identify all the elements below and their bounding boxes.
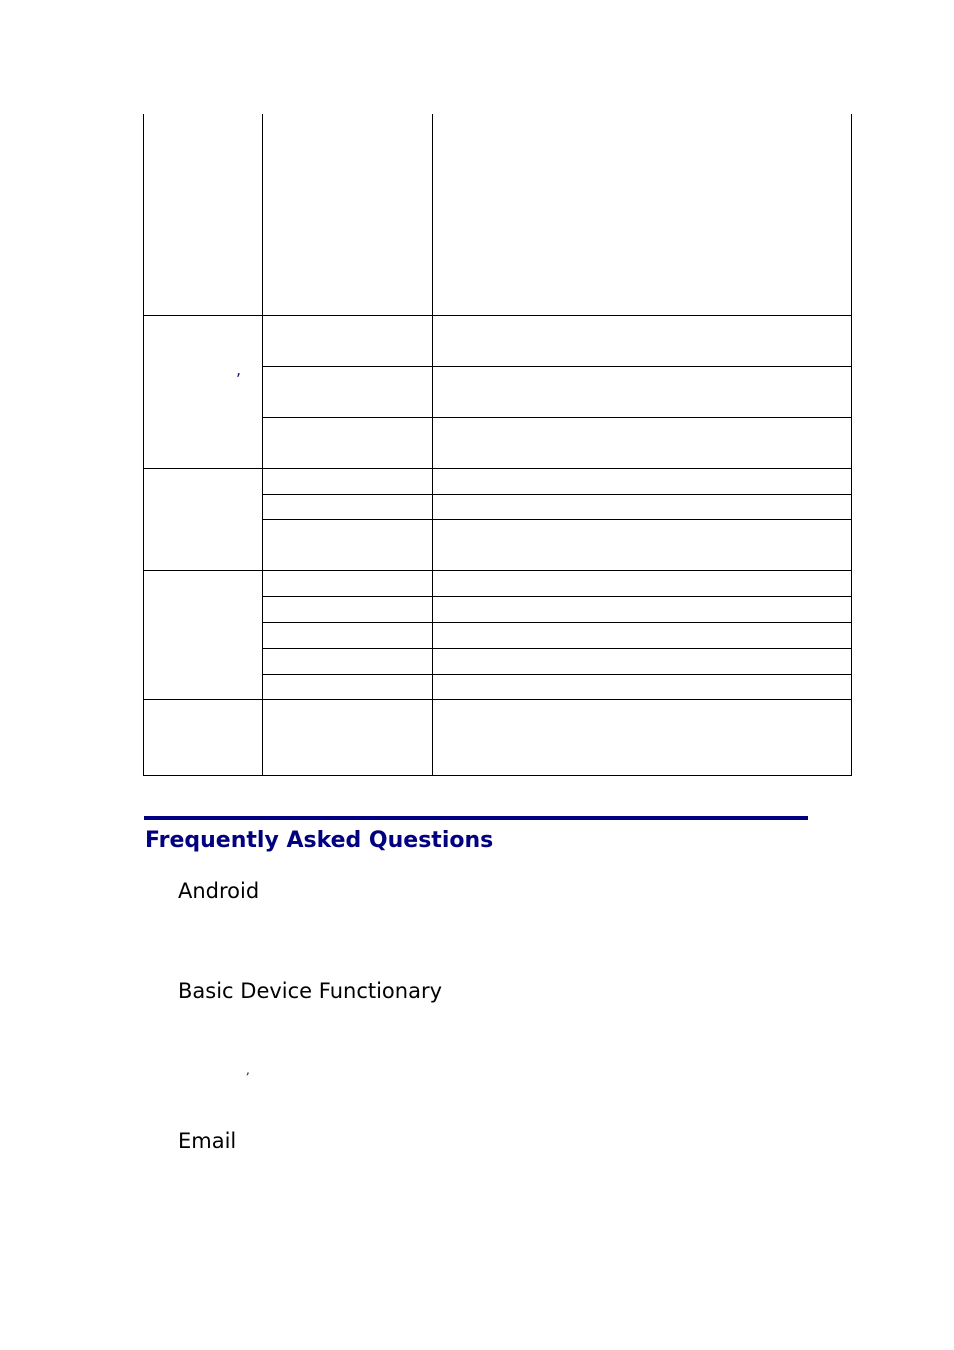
table-group-divider xyxy=(143,468,852,469)
table-row-divider xyxy=(262,648,852,649)
table-row-divider xyxy=(262,596,852,597)
table-column-divider-2 xyxy=(432,114,433,776)
table-row-divider xyxy=(262,417,852,418)
table-row-divider xyxy=(262,622,852,623)
table-group-divider xyxy=(143,570,852,571)
table-row-divider xyxy=(262,494,852,495)
table-row-divider xyxy=(262,674,852,675)
table-row-divider xyxy=(262,366,852,367)
faq-category-android: Android xyxy=(178,879,260,903)
faq-category-basic-device: Basic Device Functionary xyxy=(178,979,443,1003)
table-border-bottom xyxy=(143,775,852,776)
table-border-left xyxy=(143,114,144,776)
section-title: Frequently Asked Questions xyxy=(145,828,494,853)
table-group-divider xyxy=(143,699,852,700)
faq-mark: , xyxy=(246,1063,250,1077)
table-cell-mark: , xyxy=(236,360,242,379)
table-column-divider-1 xyxy=(262,114,263,776)
table-group-divider xyxy=(143,315,852,316)
table-row-divider xyxy=(262,519,852,520)
section-divider xyxy=(144,816,808,820)
faq-category-email: Email xyxy=(178,1129,237,1153)
table-border-right xyxy=(851,114,852,776)
